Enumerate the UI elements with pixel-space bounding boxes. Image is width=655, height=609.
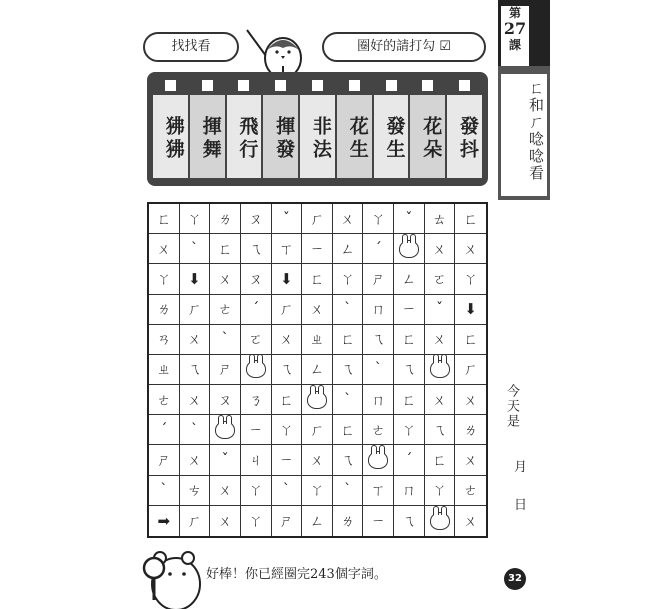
grid-cell-bunny[interactable] xyxy=(363,445,394,475)
word-checkbox[interactable] xyxy=(312,80,323,91)
word-item xyxy=(300,80,335,178)
grid-cell[interactable]: ㄨ xyxy=(180,325,211,355)
word-text: 非法 xyxy=(300,95,335,178)
arrow-down-icon: ⬇ xyxy=(464,300,477,319)
grid-cell[interactable]: ㄊ xyxy=(425,204,456,234)
grid-cell[interactable]: ㄟ xyxy=(333,355,364,385)
lesson-badge xyxy=(501,6,529,66)
grid-cell[interactable]: ㄚ xyxy=(425,476,456,506)
grid-cell[interactable]: ㄨ xyxy=(333,204,364,234)
grid-cell[interactable]: ㄥ xyxy=(333,234,364,264)
grid-cell[interactable]: ㄈ xyxy=(302,264,333,294)
grid-cell[interactable]: ㄧ xyxy=(272,445,303,475)
grid-cell[interactable]: ㄈ xyxy=(455,204,486,234)
word-item xyxy=(263,80,298,178)
grid-cell[interactable]: ㄨ xyxy=(463,513,478,530)
lesson-title: ㄈ和ㄏ唸唸看 xyxy=(501,74,547,196)
word-checkbox[interactable] xyxy=(422,80,433,91)
grid-cell[interactable]: ㄈ xyxy=(394,385,425,415)
arrow-down-icon[interactable] xyxy=(180,264,211,294)
grid-cell[interactable]: ㄟ xyxy=(180,355,211,385)
grid-cell[interactable]: ㄈ xyxy=(333,415,364,445)
grid-cell[interactable]: ˇ xyxy=(272,204,303,234)
grid-cell[interactable]: ㄚ xyxy=(149,264,180,294)
grid-cell[interactable]: ㄕ xyxy=(363,264,394,294)
grid-cell[interactable]: ㄚ xyxy=(333,264,364,294)
grid-cell[interactable]: ˋ xyxy=(363,355,394,385)
grid-cell[interactable]: ㄕ xyxy=(149,445,180,475)
grid-cell[interactable]: ˊ xyxy=(149,415,180,445)
grid-cell[interactable]: ㄌ xyxy=(333,506,364,536)
grid-cell[interactable]: ㄕ xyxy=(210,355,241,385)
grid-cell[interactable]: ㄜ xyxy=(149,385,180,415)
word-checkbox[interactable] xyxy=(459,80,470,91)
grid-cell[interactable]: ㄏ xyxy=(455,355,486,385)
word-checkbox[interactable] xyxy=(202,80,213,91)
grid-cell[interactable]: ㄨ xyxy=(210,506,241,536)
word-text: 發生 xyxy=(374,95,409,178)
word-item xyxy=(374,80,409,178)
grid-cell-bunny[interactable] xyxy=(210,415,241,445)
grid-cell[interactable]: ˋ xyxy=(333,385,364,415)
arrow-down-icon[interactable] xyxy=(272,264,303,294)
grid-cell[interactable]: ˊ xyxy=(394,445,425,475)
word-checkbox[interactable] xyxy=(275,80,286,91)
grid-cell[interactable]: ㄥ xyxy=(302,506,333,536)
word-text: 揮發 xyxy=(263,95,298,178)
grid-cell[interactable]: ㄡ xyxy=(210,385,241,415)
grid-cell[interactable]: ˇ xyxy=(394,204,425,234)
grid-cell[interactable]: ㄏ xyxy=(302,415,333,445)
grid-cell[interactable]: ㄏ xyxy=(302,204,333,234)
grid-cell[interactable]: ㄨ xyxy=(210,264,241,294)
word-item xyxy=(410,80,445,178)
word-list xyxy=(147,72,488,186)
footer-praise: 好棒！你已經圈完243個字詞。 xyxy=(206,567,387,582)
grid-cell[interactable]: ㄈ xyxy=(210,234,241,264)
grid-cell[interactable]: ㄟ xyxy=(333,445,364,475)
grid-cell[interactable]: ㄨ xyxy=(455,234,486,264)
grid-cell-bunny[interactable] xyxy=(302,385,333,415)
grid-cell[interactable]: ㄟ xyxy=(425,415,456,445)
grid-cell[interactable]: ㄟ xyxy=(363,325,394,355)
hamster-icon xyxy=(140,540,202,609)
grid-cell[interactable]: ㄟ xyxy=(394,355,425,385)
grid-cell[interactable]: ㄨ xyxy=(302,445,333,475)
grid-cell[interactable]: ㄈ xyxy=(394,325,425,355)
grid-cell[interactable]: ㄨ xyxy=(425,325,456,355)
grid-cell-bunny[interactable] xyxy=(394,234,425,264)
grid-cell[interactable]: ㄚ xyxy=(394,415,425,445)
bunny-icon xyxy=(307,391,327,409)
grid-cell[interactable]: ㄇ xyxy=(363,295,394,325)
grid-cell[interactable]: ㄟ xyxy=(272,355,303,385)
lesson-suffix: 課 xyxy=(508,38,521,52)
grid-cell[interactable]: ㄌ xyxy=(210,204,241,234)
word-text: 花朵 xyxy=(410,95,445,178)
grid-cell-bunny[interactable] xyxy=(241,355,272,385)
grid-cell[interactable]: ˋ xyxy=(180,234,211,264)
grid-cell[interactable]: ㄌ xyxy=(149,295,180,325)
grid-cell[interactable]: ㄡ xyxy=(241,264,272,294)
grid-cell-bunny[interactable] xyxy=(425,506,456,536)
find-bubble-text: 找找看 xyxy=(171,39,211,54)
grid-cell[interactable]: ˇ xyxy=(425,295,456,325)
bunny-icon xyxy=(430,512,450,530)
instruction-bubble-text: 圈好的請打勾 xyxy=(357,39,436,54)
grid-cell[interactable]: ㄨ xyxy=(425,385,456,415)
word-item xyxy=(190,80,225,178)
grid-cell[interactable]: ㄧ xyxy=(302,234,333,264)
word-item xyxy=(447,80,482,178)
grid-cell[interactable]: ㄨ xyxy=(210,476,241,506)
grid-cell[interactable]: ㄓ xyxy=(149,355,180,385)
grid-cell[interactable]: ㄈ xyxy=(455,325,486,355)
grid-cell[interactable]: ㄒ xyxy=(272,234,303,264)
grid-cell[interactable]: ˋ xyxy=(333,476,364,506)
grid-cell[interactable]: ㄐ xyxy=(241,445,272,475)
grid-cell[interactable]: ㄏ xyxy=(180,295,211,325)
word-item xyxy=(227,80,262,178)
grid-cell[interactable]: ㄚ xyxy=(241,506,272,536)
grid-cell[interactable]: ㄘ xyxy=(180,476,211,506)
grid-cell[interactable]: ㄕ xyxy=(272,506,303,536)
bunny-icon xyxy=(215,421,235,439)
word-text: 揮舞 xyxy=(190,95,225,178)
grid-cell[interactable]: ㄟ xyxy=(241,234,272,264)
grid-cell[interactable]: ㄇ xyxy=(363,385,394,415)
grid-cell[interactable]: ㄧ xyxy=(363,506,394,536)
grid-cell[interactable]: ㄛ xyxy=(425,264,456,294)
grid-cell[interactable]: ㄇ xyxy=(394,476,425,506)
word-text: 花生 xyxy=(337,95,372,178)
grid-cell[interactable]: ㄌ xyxy=(455,415,486,445)
grid-cell[interactable]: ㄨ xyxy=(455,445,486,475)
arrow-down-icon[interactable] xyxy=(455,295,486,325)
instruction-bubble xyxy=(322,32,486,62)
grid-cell-bunny[interactable] xyxy=(425,355,456,385)
letter-grid xyxy=(147,202,488,538)
grid-cell[interactable]: ˋ xyxy=(272,476,303,506)
date-day-label: 日 xyxy=(514,498,528,513)
grid-cell[interactable]: ˋ xyxy=(149,476,180,506)
grid-cell[interactable]: ㄈ xyxy=(425,445,456,475)
grid-cell[interactable]: ˇ xyxy=(210,445,241,475)
grid-cell[interactable]: ˋ xyxy=(210,325,241,355)
grid-cell[interactable]: ㄟ xyxy=(394,506,425,536)
grid-cell[interactable]: ㄈ xyxy=(149,204,180,234)
bunny-icon xyxy=(430,360,450,378)
word-item xyxy=(153,80,188,178)
grid-cell[interactable]: ㄨ xyxy=(425,234,456,264)
find-bubble xyxy=(143,32,239,62)
grid-cell[interactable]: ㄋ xyxy=(241,385,272,415)
arrow-right-icon[interactable] xyxy=(149,506,180,536)
grid-cell[interactable]: ㄚ xyxy=(363,204,394,234)
grid-cell[interactable]: ㄚ xyxy=(455,264,486,294)
grid-cell[interactable]: ㄏ xyxy=(180,506,211,536)
bunny-icon xyxy=(399,240,419,258)
grid-cell[interactable]: ㄓ xyxy=(302,325,333,355)
grid-cell[interactable]: ˋ xyxy=(333,295,364,325)
grid-cell[interactable]: ㄨ xyxy=(272,325,303,355)
word-checkbox[interactable] xyxy=(165,80,176,91)
word-checkbox[interactable] xyxy=(349,80,360,91)
grid-cell[interactable]: ㄜ xyxy=(363,415,394,445)
date-today-label: 今天是 xyxy=(504,384,519,429)
grid-cell[interactable]: ㄢ xyxy=(149,325,180,355)
word-text: 飛行 xyxy=(227,95,262,178)
grid-cell[interactable]: ㄨ xyxy=(302,295,333,325)
lesson-prefix: 第 xyxy=(508,6,521,20)
bunny-icon xyxy=(368,451,388,469)
grid-cell[interactable]: ㄜ xyxy=(210,295,241,325)
grid-cell[interactable]: ㄜ xyxy=(455,476,486,506)
grid-cell[interactable]: ㄨ xyxy=(455,385,486,415)
grid-cell[interactable]: ㄏ xyxy=(272,295,303,325)
grid-cell[interactable]: ㄒ xyxy=(363,476,394,506)
bunny-icon xyxy=(246,360,266,378)
word-text: 狒狒 xyxy=(153,95,188,178)
grid-cell[interactable]: ㄚ xyxy=(272,415,303,445)
grid-cell[interactable]: ㄧ xyxy=(394,295,425,325)
grid-cell[interactable]: ㄧ xyxy=(241,415,272,445)
word-checkbox[interactable] xyxy=(238,80,249,91)
arrow-down-icon: ⬇ xyxy=(188,269,201,288)
grid-cell[interactable]: ˋ xyxy=(180,415,211,445)
arrow-right-icon: ➡ xyxy=(157,511,171,530)
word-checkbox[interactable] xyxy=(386,80,397,91)
grid-cell[interactable]: ㄚ xyxy=(180,204,211,234)
grid-cell[interactable]: ㄈ xyxy=(333,325,364,355)
word-text: 發抖 xyxy=(447,95,482,178)
grid-cell[interactable]: ˊ xyxy=(241,295,272,325)
grid-cell[interactable]: ˊ xyxy=(363,234,394,264)
grid-cell[interactable]: ㄨ xyxy=(180,445,211,475)
grid-cell[interactable]: ㄛ xyxy=(241,325,272,355)
grid-cell[interactable]: ㄡ xyxy=(241,204,272,234)
grid-cell[interactable]: ㄥ xyxy=(394,264,425,294)
date-month-label: 月 xyxy=(514,460,528,475)
grid-cell[interactable]: ㄥ xyxy=(302,355,333,385)
grid-cell[interactable]: ㄨ xyxy=(180,385,211,415)
lesson-number: 27 xyxy=(503,19,527,38)
page-number: 32 xyxy=(504,568,526,590)
grid-cell[interactable]: ㄨ xyxy=(149,234,180,264)
grid-cell[interactable]: ㄚ xyxy=(241,476,272,506)
word-item xyxy=(337,80,372,178)
checkbox-icon: ☑ xyxy=(439,39,451,54)
grid-cell[interactable]: ㄚ xyxy=(302,476,333,506)
arrow-down-icon: ⬇ xyxy=(280,269,293,288)
grid-cell[interactable]: ㄈ xyxy=(272,385,303,415)
